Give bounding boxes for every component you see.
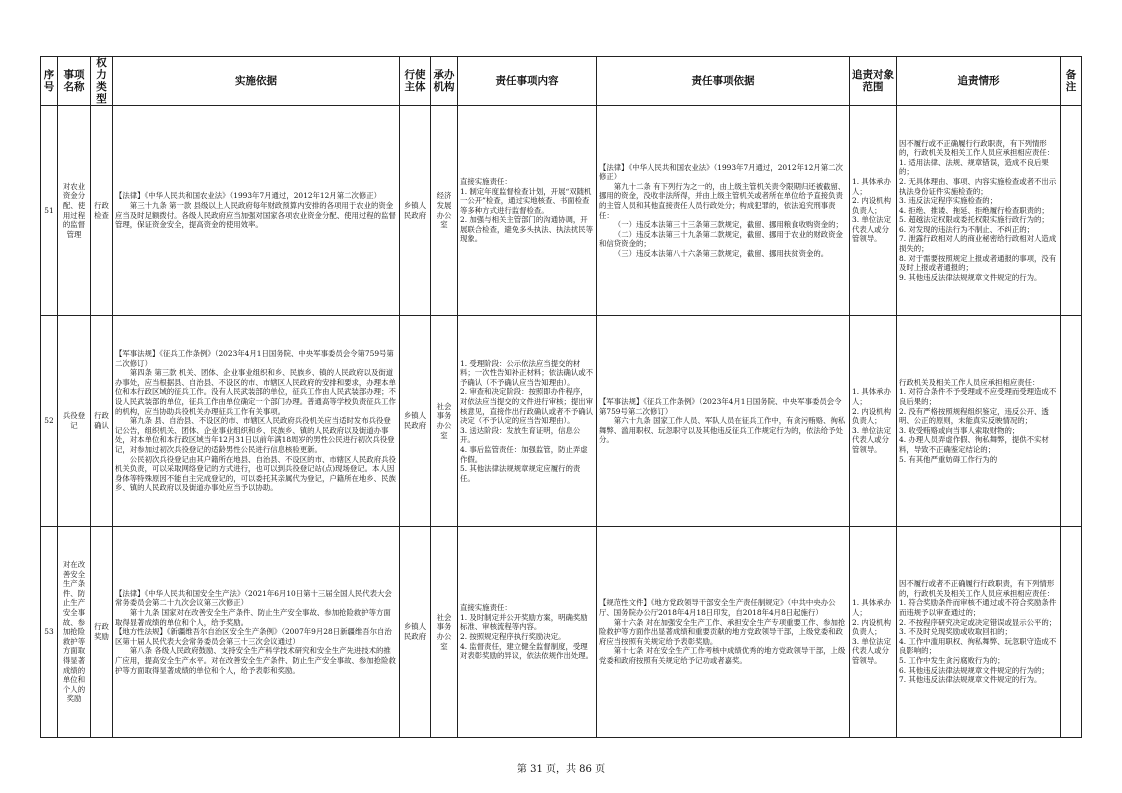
cell-seq: 53 — [41, 527, 58, 738]
table-header-row — [41, 57, 1082, 106]
cell-paragraph: 第六十九条 国家工作人员、军队人员在征兵工作中，有贪污贿赂、徇私舞弊、滥用职权、玩忽职守以及其他违反征兵工作规定行为的，依法给予处分。 — [599, 416, 846, 445]
cell-paragraph: 3. 单位法定代表人或分管领导。 — [852, 425, 891, 454]
cell-paragraph: （二）违反本法第三十九条第二款规定，截留、挪用于农业的财政资金和信贷资金的； — [599, 229, 843, 249]
header-seq: 序号 — [41, 57, 58, 106]
header-content: 责任事项内容 — [458, 57, 597, 106]
cell-paragraph: 1. 具体承办人； — [852, 598, 891, 618]
cell-paragraph: 4. 工作中滥用职权、徇私舞弊、玩忽职守造成不良影响的； — [899, 636, 1057, 656]
cell-subject: 乡镇人民政府 — [400, 527, 431, 738]
cell-seq: 52 — [41, 316, 58, 527]
cell-remark — [1061, 527, 1082, 738]
cell-paragraph: 9. 其他违反法律法规规章文件规定的行为。 — [899, 272, 1042, 282]
header-subject: 行使主体 — [400, 57, 431, 106]
cell-resp-basis — [597, 316, 850, 527]
cell-paragraph: 【规范性文件】《地方党政领导干部安全生产责任制规定》（中共中央办公厅、国务院办公厅2018年4月18日印发，自2018年4月8日起施行） — [599, 598, 836, 618]
cell-paragraph: 公民初次兵役登记由其户籍所在地县、自治县、不设区的市、市辖区人民政府兵役机关负责，可以采取网络登记的方式进行，也可以到兵役登记站(点)现场登记。本人因身体等特殊原因不能自主完成登记的，可以委托其亲属代为登记，户籍所在地乡、民族乡、镇的人民政府以及街道办事处应当予以协助。 — [115, 454, 396, 493]
table-row — [41, 527, 1082, 738]
cell-paragraph: 2. 内设机构负责人； — [852, 196, 891, 215]
cell-paragraph: 4. 事后监管责任：加强监管，防止弄虚作假。 — [460, 444, 588, 464]
cell-paragraph: 第十七条 对在安全生产工作考核中成绩优秀的地方党政领导干部，上级党委和政府按照有关规定给予记功或者嘉奖。 — [599, 646, 846, 665]
cell-subject: 乡镇人民政府 — [400, 316, 431, 527]
cell-agency: 经济发展办公室 — [431, 106, 458, 316]
cell-scope — [850, 316, 897, 527]
cell-paragraph: 【法律】《中华人民共和国农业法》（1993年7月通过，2012年12月第二次修正） — [115, 191, 382, 201]
cell-paragraph: 2. 内设机构负责人； — [852, 406, 891, 426]
cell-paragraph: 1. 及时制定并公开奖励方案，明确奖励标准、审核流程等内容。 — [460, 612, 588, 632]
cell-remark — [1061, 316, 1082, 527]
cell-paragraph: 【法律】《中华人民共和国安全生产法》（2021年6月10日第十三届全国人民代表大会常务委员会第二十九次会议第三次修正） — [115, 588, 392, 608]
cell-item-name: 对在改善安全生产条件、防止生产安全事故、参加抢险救护等方面取得显著成绩的单位和个人的奖励 — [58, 527, 91, 738]
cell-basis — [113, 527, 400, 738]
cell-paragraph: 1. 具体承办人； — [852, 387, 891, 407]
cell-paragraph: 5. 其他法律法规规章规定应履行的责任。 — [460, 464, 581, 483]
cell-accountability — [897, 527, 1061, 738]
header-agency: 承办机构 — [431, 57, 458, 106]
cell-paragraph: 1. 受理阶段：公示依法应当提交的材料；一次性告知补正材料；依法确认或不予确认（不予确认应当告知理由）。 — [460, 358, 594, 387]
cell-resp-basis — [597, 527, 850, 738]
cell-paragraph: 【法律】《中华人民共和国农业法》（1993年7月通过，2012年12月第二次修正） — [599, 162, 843, 182]
cell-paragraph: （一）违反本法第三十三条第三款规定，截留、挪用粮食收购资金的； — [613, 220, 843, 230]
cell-paragraph: 6. 其他违反法律法规规章文件规定的行为的； — [899, 665, 1049, 675]
cell-paragraph: 2. 不按程序研究决定或决定错误或显示公平的； — [899, 617, 1057, 627]
cell-paragraph: 【军事法规】《征兵工作条例》（2023年4月1日国务院、中央军事委员会令第759号第二次修订） — [115, 349, 394, 368]
cell-paragraph: 3. 单位法定代表人或分管领导。 — [852, 215, 891, 244]
cell-paragraph: 直接实施责任： — [460, 603, 512, 613]
cell-paragraph: 第十九条 国家对在改善安全生产条件、防止生产安全事故、参加抢险救护等方面取得显著成绩的单位和个人，给予奖励。 — [115, 608, 391, 627]
cell-paragraph: 直接实施责任： — [460, 176, 512, 186]
cell-paragraph: 2. 加强与相关主管部门的沟通协调，开展联合检查，避免多头执法、执法扰民等现象。 — [460, 215, 594, 244]
cell-agency: 社会事务办公室 — [431, 316, 458, 527]
cell-power-type: 行政检查 — [91, 106, 113, 316]
cell-item-name: 对农业资金分配、使用过程的监督管理 — [58, 106, 91, 316]
cell-paragraph: 5. 工作中发生贪污腐败行为的； — [899, 655, 1005, 665]
cell-paragraph: 3. 违反法定程序实施检查的； — [899, 196, 998, 206]
header-accountability: 追责情形 — [897, 57, 1061, 106]
cell-basis — [113, 316, 400, 527]
cell-paragraph: 1. 符合奖励条件而审核不通过或不符合奖励条件而违规予以审查通过的； — [899, 598, 1057, 618]
cell-paragraph: 5. 超越法定权限或委托权限实施行政行为的； — [899, 215, 1049, 225]
responsibility-table — [40, 56, 1082, 738]
cell-scope — [850, 106, 897, 316]
header-resp-basis: 责任事项依据 — [597, 57, 850, 106]
cell-paragraph: 3. 送达阶段：发放生育证明，信息公开。 — [460, 425, 581, 445]
cell-paragraph: 1. 制定年度监督检查计划，开展“双随机一公开”检查，通过实地核查、书面检查等多种方式进行监督检查。 — [460, 186, 592, 215]
cell-seq: 51 — [41, 106, 58, 316]
cell-accountability — [897, 106, 1061, 316]
cell-paragraph: 第四条 第三款 机关、团体、企业事业组织和乡、民族乡、镇的人民政府以及街道办事处，应当根据县、自治县、不设区的市、市辖区人民政府的安排和要求，办理本单位和本行政区域的征兵工作。没有人民武装部的单位，征兵工作由人民武装部办理；不设人民武装部的单位，征兵工作由单位确定一个部门办理。普通高等学校负责征兵工作的机构，应当协助兵役机关办理征兵工作有关事项。 — [115, 368, 396, 416]
cell-paragraph: 2. 按照规定程序执行奖励决定。 — [460, 632, 566, 641]
cell-item-name: 兵役登记 — [58, 316, 91, 527]
header-scope: 追责对象范围 — [850, 57, 897, 106]
cell-paragraph: 4. 拒绝、推诿、拖延、拒绝履行检查职责的； — [899, 205, 1049, 215]
page-footer: 第 31 页，共 86 页 — [516, 764, 606, 775]
cell-paragraph: 1. 对符合条件不予受理或不应受理而受理造成不良后果的； — [899, 387, 1057, 407]
cell-content — [458, 527, 597, 738]
header-basis: 实施依据 — [113, 57, 400, 106]
cell-paragraph: 2. 审查和决定阶段：按照即办件程序，对依法应当提交的文件进行审核；提出审核意见，直接作出行政确认或者不予确认决定（不予认定的应当告知理由）。 — [460, 387, 594, 426]
cell-basis — [113, 106, 400, 316]
cell-paragraph: （三）违反本法第八十六条第三款规定，截留、挪用扶贫资金的。 — [613, 248, 829, 258]
cell-scope — [850, 527, 897, 738]
cell-paragraph: 第八条 各级人民政府鼓励、支持安全生产科学技术研究和安全生产先进技术的推广应用，提高安全生产水平。对在改善安全生产条件、防止生产安全事故、参加抢险救护等方面取得显著成绩的单位和个人，给予表彰和奖励。 — [115, 646, 396, 675]
cell-paragraph: 行政机关及相关工作人员应承担相应责任： — [899, 377, 1040, 387]
cell-content — [458, 106, 597, 316]
cell-power-type: 行政确认 — [91, 316, 113, 527]
cell-paragraph: 1. 具体承办人； — [852, 176, 891, 196]
cell-paragraph: 第三十九条 第一款 县级以上人民政府每年财政预算内安排的各项用于农业的资金应当及时足额拨付。各级人民政府应当加强对国家各项农业资金分配、使用过程的监督管理，保证资金安全，提高资金的使用效率。 — [115, 200, 396, 230]
cell-paragraph: 【地方性法规】《新疆维吾尔自治区安全生产条例》（2007年9月28日新疆维吾尔自治区第十届人民代表大会常务委员会第三十三次会议通过） — [115, 627, 392, 646]
cell-paragraph: 5. 有其他严重妨碍工作行为的 — [899, 454, 998, 464]
cell-content — [458, 316, 597, 527]
responsibility-table-sheet — [40, 56, 1081, 738]
cell-resp-basis — [597, 106, 850, 316]
cell-paragraph: 第九条 县、自治县、不设区的市、市辖区人民政府兵役机关应当适时发布兵役登记公告，组织机关、团体、企业事业组织和乡、民族乡、镇的人民政府以及街道办事处，对本单位和本行政区域当年12月31日以前年满18周岁的男性公民进行初次兵役登记，对参加过初次兵役登记的适龄男性公民进行信息核验更新。 — [115, 416, 395, 454]
cell-paragraph: 4. 监督责任，建立健全监督制度，受理对表彰奖励的异议，依法依规作出处理。 — [460, 641, 594, 661]
cell-paragraph: 2. 内设机构负责人； — [852, 617, 891, 637]
cell-paragraph: 第十六条 对在加强安全生产工作、承担安全生产专项重要工作、参加抢险救护等方面作出显著成绩和重要贡献的地方党政领导干部，上级党委和政府应当按照有关规定给予表彰奖励。 — [599, 617, 846, 646]
header-item-name: 事项名称 — [58, 57, 91, 106]
cell-paragraph: 2. 无具体理由、事项、内容实施检查或者不出示执法身份证件实施检查的； — [899, 176, 1057, 196]
cell-paragraph: 4. 办理人员弄虚作假、徇私舞弊，提供不实材料，导致不正确鉴定结论的； — [899, 435, 1049, 454]
cell-paragraph: 3. 单位法定代表人或分管领导。 — [852, 636, 891, 665]
cell-paragraph: 【军事法规】《征兵工作条例》（2023年4月1日国务院、中央军事委员会令第759号第二次修订） — [599, 397, 842, 416]
cell-paragraph: 第九十二条 有下列行为之一的，由上级主管机关责令限期归还被截留、挪用的资金，没收非法所得，并由上级主管机关或者所在单位给予直接负责的主管人员和其他直接责任人员行政处分；构成犯罪的，依法追究刑事责任： — [599, 181, 846, 220]
header-power-type: 权力类型 — [91, 57, 113, 106]
cell-paragraph: 2. 没有严格按照规程组织鉴定，违反公开、透明、公正的原则，未能真实反映情况的； — [899, 406, 1049, 426]
cell-paragraph: 因不履行或不正确履行行政职责，有下列情形的，行政机关及相关工作人员应承担相应责任： — [899, 138, 1055, 158]
table-row — [41, 106, 1082, 316]
header-remark: 备注 — [1061, 57, 1082, 106]
cell-paragraph: 6. 对发现的违法行为不制止、不纠正的； — [899, 224, 1035, 234]
cell-power-type: 行政奖励 — [91, 527, 113, 738]
cell-paragraph: 7. 其他违反法律法规规章文件规定的行为。 — [899, 675, 1042, 685]
cell-paragraph: 3. 不及时兑现奖励或收取回扣的； — [899, 627, 1012, 637]
cell-paragraph: 8. 对于需要按照规定上报或者通报的事项，没有及时上报或者通报的； — [899, 253, 1057, 273]
cell-subject: 乡镇人民政府 — [400, 106, 431, 316]
table-row — [41, 316, 1082, 527]
cell-paragraph: 7. 泄露行政相对人的商业秘密给行政相对人造成损失的； — [899, 234, 1057, 254]
cell-paragraph: 因不履行或者不正确履行行政职责，有下列情形的，行政机关及相关工作人员应承担相应责任： — [899, 579, 1055, 598]
cell-agency: 社会事务办公室 — [431, 527, 458, 738]
cell-paragraph: 3. 收受贿赂或向当事人索取财物的； — [899, 425, 1020, 435]
cell-remark — [1061, 106, 1082, 316]
cell-paragraph: 1. 适用法律、法规、规章错误，造成不良后果的； — [899, 157, 1049, 177]
cell-accountability — [897, 316, 1061, 527]
